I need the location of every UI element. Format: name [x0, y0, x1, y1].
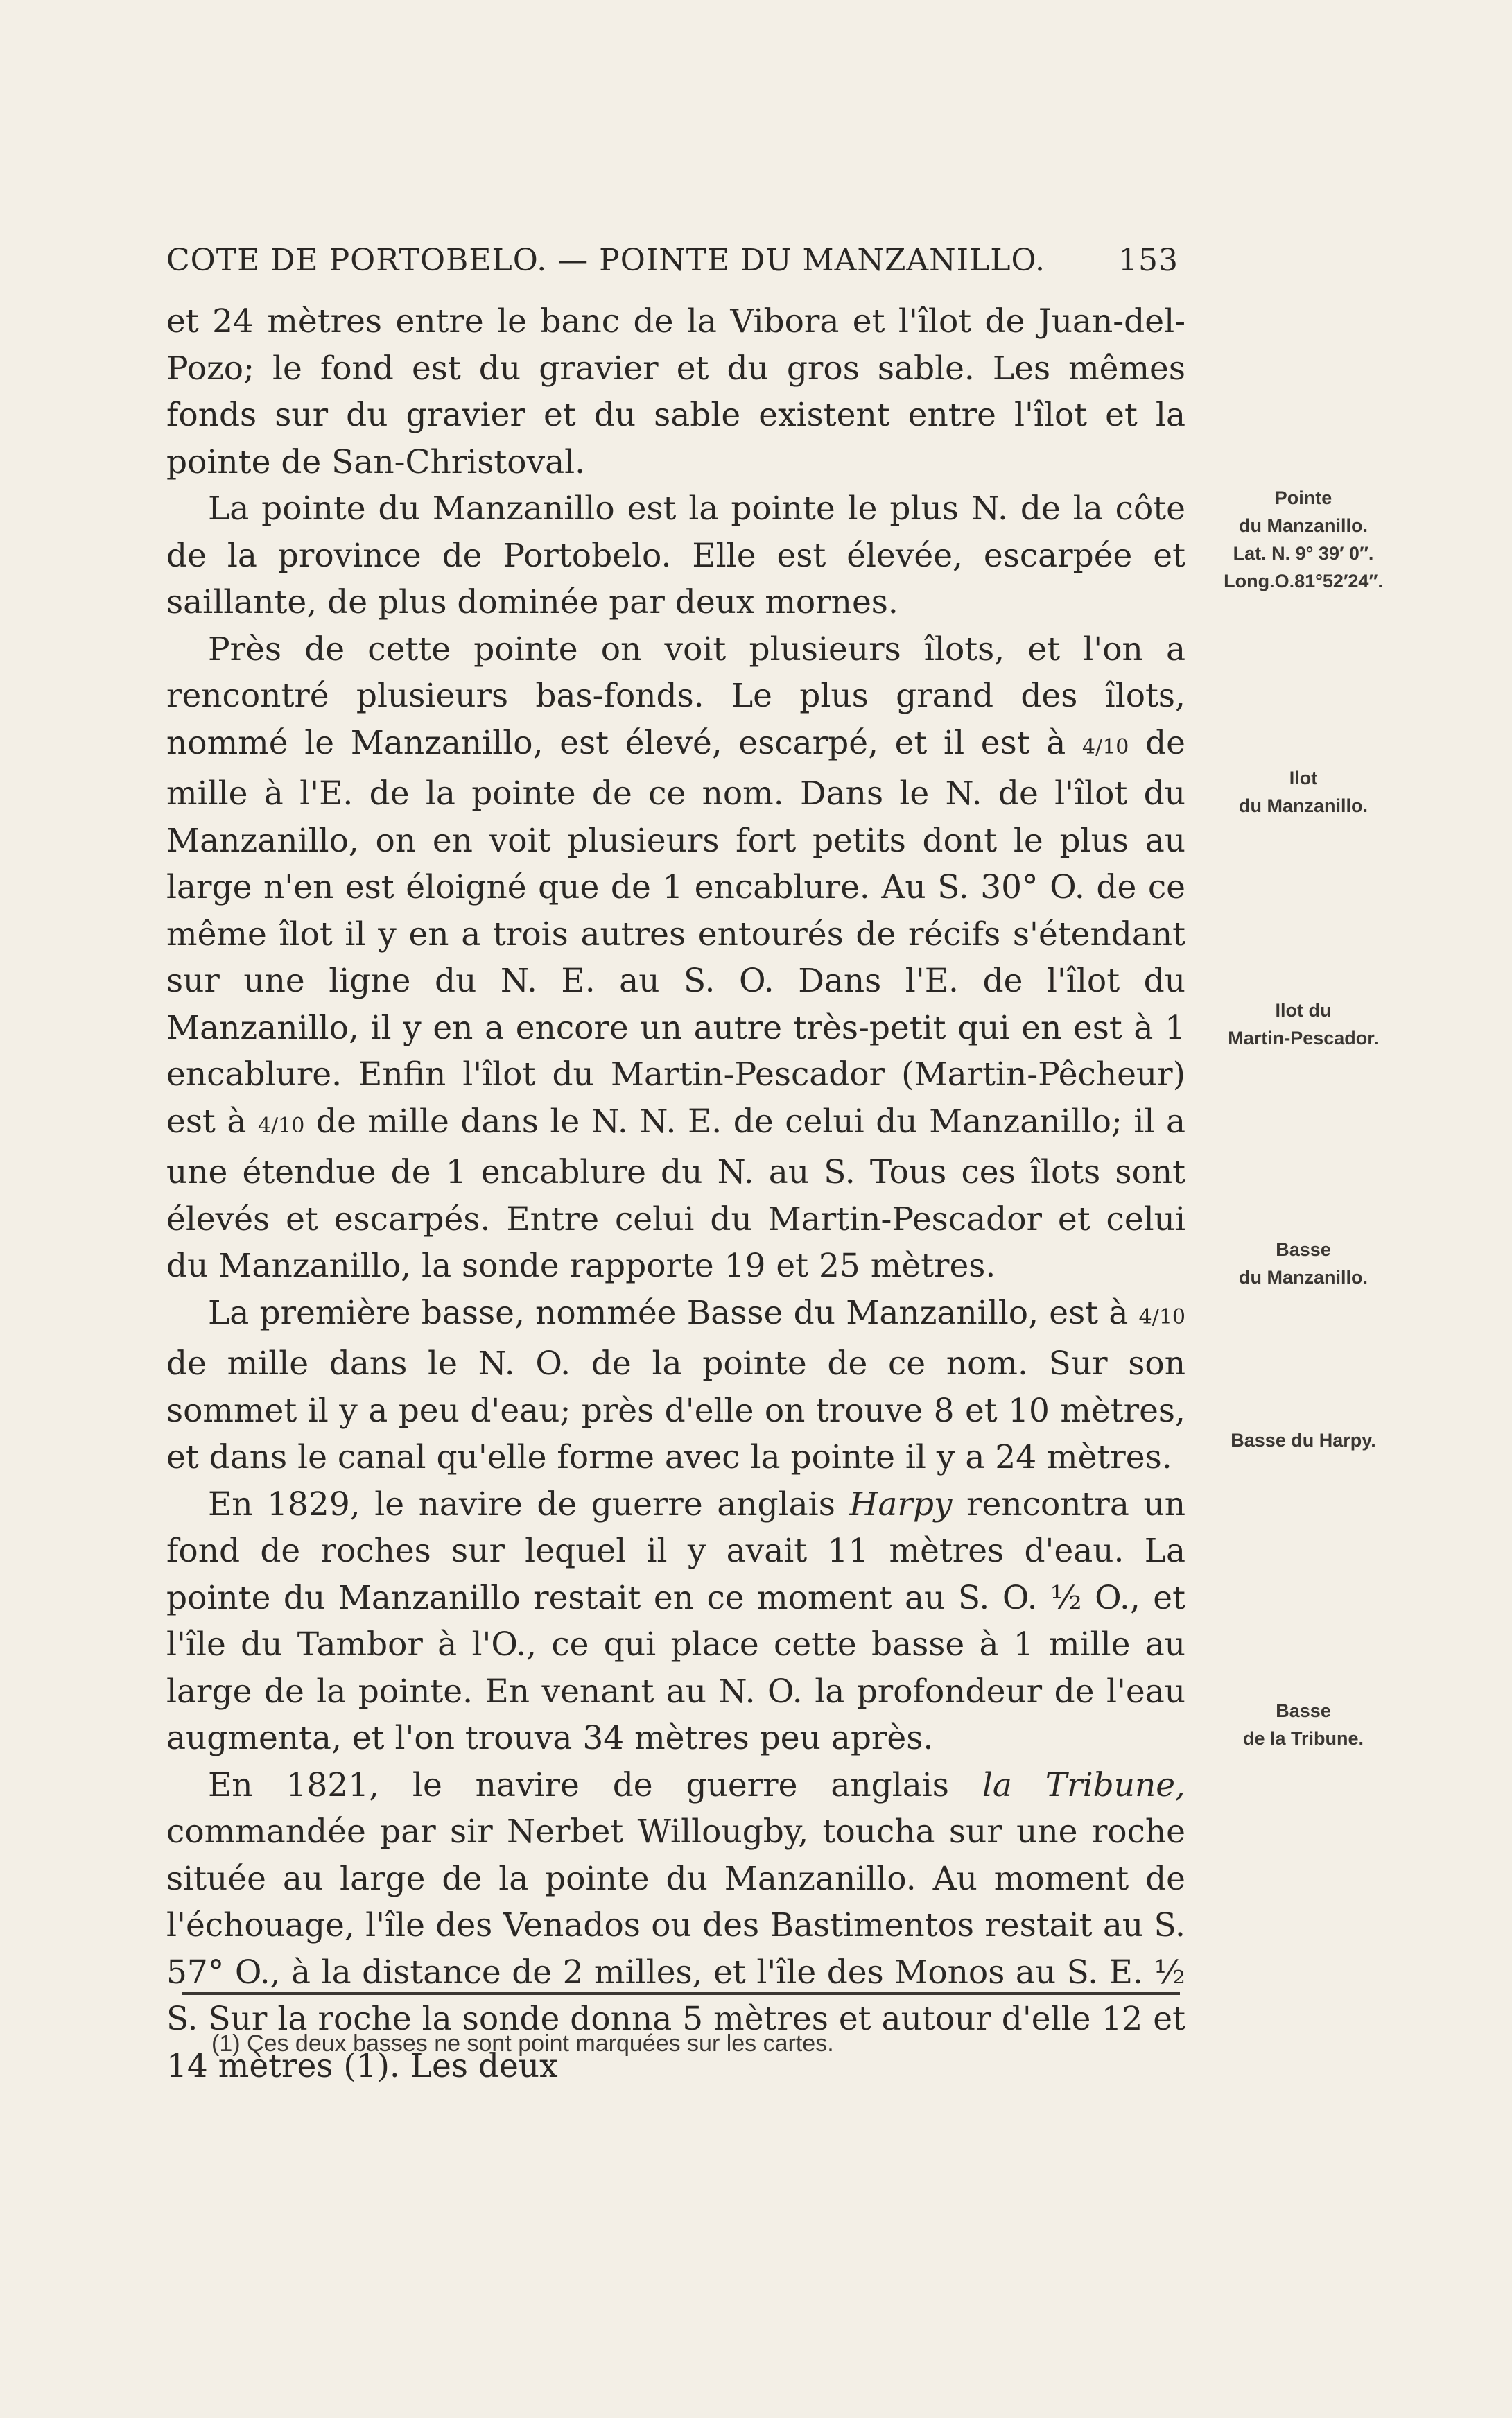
running-header	[166, 243, 1179, 278]
paragraph: En 1821, le navire de guerre anglais la Tribune, commandée par sir Nerbet Willougby, toucha sur une roche située au large de la pointe du Manzanillo. Au moment de l'échouage, l'île des Venados ou des Bastimentos restait au S. 57° O., à la distance de 2 milles, et l'île des Monos au S. E. ½ S. Sur la roche la sonde donna 5 mètres et autour d'elle 12 et 14 mètres (1). Les deux	[166, 1765, 1185, 2085]
ship-name: Harpy	[849, 1485, 953, 1523]
margin-note-ilot-manzanillo: Ilot du Manzanillo.	[1239, 768, 1368, 816]
fraction: 4/10	[257, 1113, 305, 1138]
margin-note-basse-tribune: Basse de la Tribune.	[1242, 1700, 1364, 1749]
margin-note-ilot-martin-pescador: Ilot du Martin-Pescador.	[1228, 1000, 1379, 1048]
margin-note-basse-harpy: Basse du Harpy.	[1231, 1430, 1376, 1451]
footnote-divider	[182, 1992, 1180, 1995]
margin-note-basse-manzanillo: Basse du Manzanillo.	[1239, 1239, 1368, 1288]
paragraph: et 24 mètres entre le banc de la Vibora et l'îlot de Juan-del-Pozo; le fond est du gravier et du gros sable. Les mêmes fonds sur du gravier et du sable existent entre l'îlot et la pointe de San-Christoval.	[166, 302, 1185, 481]
paragraph: Près de cette pointe on voit plusieurs îlots, et l'on a rencontré plusieurs bas-fonds. Le plus grand des îlots, nommé le Manzanillo, est élevé, escarpé, et il est à 4/10 de mille à l'E. de la pointe de ce nom. Dans le N. de l'îlot du Manzanillo, on en voit plusieurs fort petits dont le plus au large n'en est éloigné que de 1 encablure. Au S. 30° O. de ce même îlot il y en a trois autres entourés de récifs s'étendant sur une ligne du N. E. au S. O. Dans l'E. de l'îlot du Manzanillo, il y en a encore un autre très-petit qui en est à 1 encablure. Enfin l'îlot du Martin-Pescador (Martin-Pêcheur) est à 4/10 de mille dans le N. N. E. de celui du Manzanillo; il a une étendue de 1 encablure du N. au S. Tous ces îlots sont élevés et escarpés. Entre celui du Martin-Pescador et celui du Manzanillo, la sonde rapporte 19 et 25 mètres.	[166, 630, 1185, 1285]
footnote: (1) Ces deux basses ne sont point marquées sur les cartes.	[211, 2030, 834, 2057]
fraction: 4/10	[1082, 734, 1129, 759]
margin-note-pointe: Pointe du Manzanillo. Lat. N. 9° 39′ 0″. Long.O.81°52′24″.	[1224, 487, 1383, 591]
header-title: COTE DE PORTOBELO. — POINTE DU MANZANILLO.	[166, 243, 1045, 278]
paragraph: La première basse, nommée Basse du Manzanillo, est à 4/10 de mille dans le N. O. de la pointe de ce nom. Sur son sommet il y a peu d'eau; près d'elle on trouve 8 et 10 mètres, et dans le canal qu'elle forme avec la pointe il y a 24 mètres.	[166, 1293, 1185, 1476]
paragraph: En 1829, le navire de guerre anglais Harpy rencontra un fond de roches sur lequel il y avait 11 mètres d'eau. La pointe du Manzanillo restait en ce moment au S. O. ½ O., et l'île du Tambor à l'O., ce qui place cette basse à 1 mille au large de la pointe. En venant au N. O. la profondeur de l'eau augmenta, et l'on trouva 34 mètres peu après.	[166, 1485, 1185, 1757]
ship-name: la Tribune,	[982, 1765, 1185, 1804]
main-text	[166, 298, 1185, 2089]
fraction: 4/10	[1138, 1304, 1185, 1329]
paragraph: La pointe du Manzanillo est la pointe le plus N. de la côte de la province de Portobelo. Elle est élevée, escarpée et saillante, de plus dominée par deux mornes.	[166, 490, 1185, 621]
page-number: 153	[1118, 243, 1179, 278]
